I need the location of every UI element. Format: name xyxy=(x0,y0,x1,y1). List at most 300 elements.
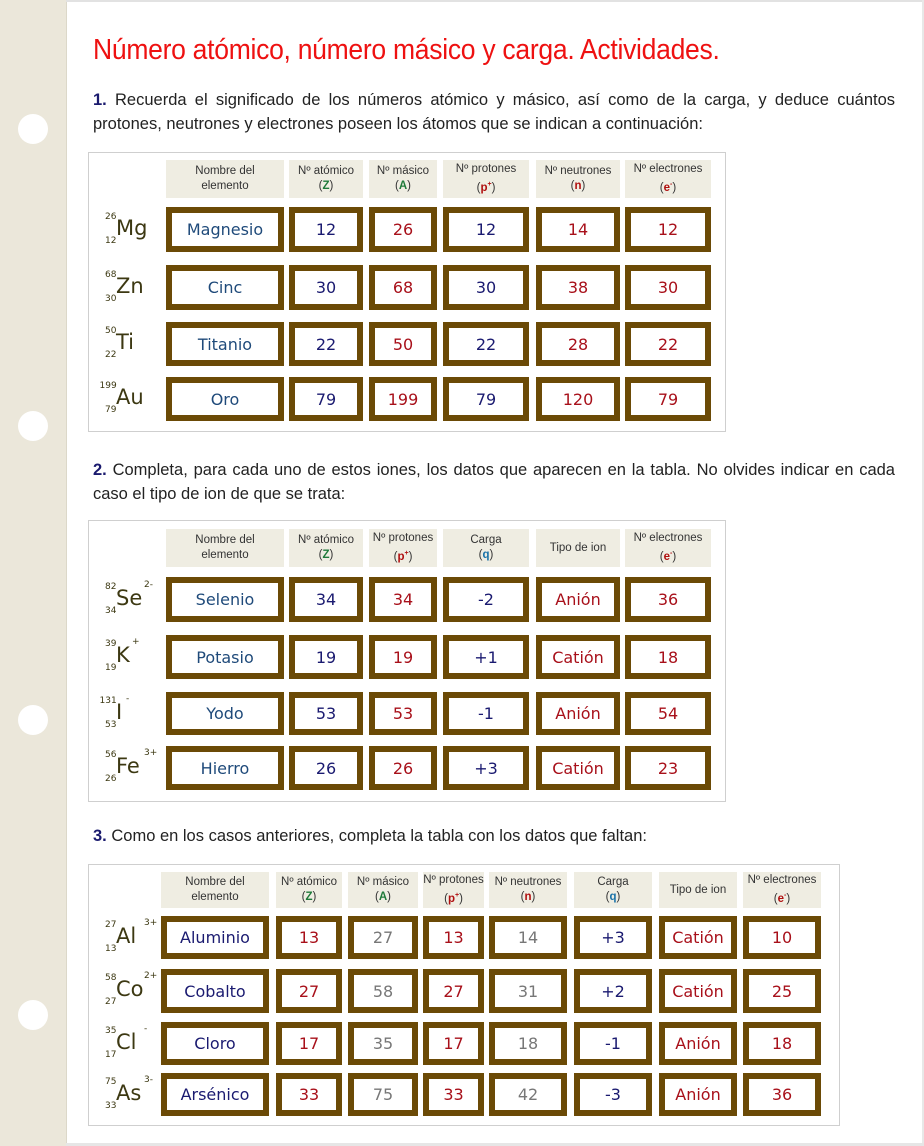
cell-element-name xyxy=(161,1022,269,1065)
cell-protons xyxy=(369,746,437,790)
column-header-electrons xyxy=(625,160,711,198)
cell-value: 34 xyxy=(315,590,337,609)
header-symbol: Z xyxy=(305,891,313,903)
cell-atomic-number xyxy=(276,1073,342,1116)
column-header-ion-type xyxy=(659,872,737,908)
cell-value: 33 xyxy=(443,1085,464,1104)
cell-value: Titanio xyxy=(197,334,253,354)
header-sublabel: (e-) xyxy=(659,550,677,563)
atomic-number-subscript: 19 xyxy=(105,663,117,673)
column-header-protons xyxy=(423,872,484,908)
atomic-number-subscript: 27 xyxy=(105,997,117,1007)
cell-value: Catión xyxy=(552,647,604,667)
header-label: Nº másico xyxy=(376,165,430,177)
cell-charge xyxy=(443,635,529,679)
cell-protons xyxy=(423,1073,484,1116)
element-symbol: Fe xyxy=(116,754,140,778)
header-label: Nº electrones xyxy=(633,532,703,545)
cell-mass-number xyxy=(348,1073,418,1116)
cell-value: Anión xyxy=(675,1085,721,1104)
cell-value: 22 xyxy=(657,334,679,354)
cell-value: 26 xyxy=(315,758,337,778)
mass-number-superscript: 56 xyxy=(105,750,117,760)
cell-protons xyxy=(423,916,484,959)
cell-atomic-number xyxy=(289,207,363,252)
column-header-electrons xyxy=(625,529,711,567)
column-header-electrons xyxy=(743,872,821,908)
activity-number: 2. xyxy=(93,461,107,479)
ion-charge-superscript: 3- xyxy=(144,1074,153,1085)
mass-number-superscript: 75 xyxy=(105,1076,117,1087)
cell-value: 17 xyxy=(298,1034,320,1053)
cell-neutrons xyxy=(536,265,620,310)
cell-value: 19 xyxy=(315,647,337,667)
cell-value: Potasio xyxy=(196,647,254,667)
cell-value: 30 xyxy=(315,278,337,297)
header-label: Nº electrones xyxy=(633,163,703,176)
mass-number-superscript: 68 xyxy=(105,269,117,280)
cell-value: 27 xyxy=(372,928,394,947)
header-label: Nº atómico xyxy=(298,534,354,546)
cell-value: +2 xyxy=(601,981,625,1001)
cell-mass-number xyxy=(348,1022,418,1065)
mass-number-superscript: 35 xyxy=(105,1025,117,1036)
element-symbol: As xyxy=(116,1080,142,1105)
cell-mass-number xyxy=(369,377,437,421)
cell-value: Catión xyxy=(672,928,724,947)
header-symbol: q xyxy=(482,549,490,561)
cell-value: 68 xyxy=(392,278,414,297)
mass-number-superscript: 26 xyxy=(105,211,117,222)
cell-protons xyxy=(423,969,484,1013)
cell-element-name xyxy=(166,265,284,310)
element-symbol: Al xyxy=(116,923,137,948)
cell-value: 36 xyxy=(771,1085,793,1104)
cell-value: 12 xyxy=(475,220,497,239)
cell-value: 28 xyxy=(567,334,589,354)
cell-value: 30 xyxy=(475,278,497,297)
cell-element-name xyxy=(166,746,284,790)
cell-value: -1 xyxy=(478,704,494,723)
isotope-notation xyxy=(96,694,166,734)
atomic-number-subscript: 17 xyxy=(105,1049,117,1060)
header-label: Tipo de ion xyxy=(669,883,727,896)
cell-value: Anión xyxy=(555,590,601,609)
column-header-atomic-number xyxy=(276,872,342,908)
cell-atomic-number xyxy=(289,265,363,310)
cell-ion-type xyxy=(536,746,620,790)
cell-mass-number xyxy=(369,322,437,366)
header-symbol: p+ xyxy=(397,550,409,563)
cell-value: 75 xyxy=(372,1085,394,1104)
header-label: Nº atómico xyxy=(281,876,337,888)
cell-value: Cloro xyxy=(194,1034,236,1053)
cell-element-name xyxy=(161,916,269,959)
binder-hole xyxy=(18,411,48,441)
cell-electrons xyxy=(743,916,821,959)
activity-text: Recuerda el significado de los números atómico y másico, así como de la carga, y deduce cuántos protones, neutrones y electrones poseen los átomos que se indican a continuación: xyxy=(93,91,896,133)
cell-value: 36 xyxy=(657,590,679,609)
cell-value: 54 xyxy=(657,704,679,723)
cell-value: 18 xyxy=(657,647,679,667)
cell-value: 34 xyxy=(392,590,414,609)
header-label: Nº electrones xyxy=(747,874,817,887)
ion-charge-superscript: - xyxy=(126,693,130,704)
cell-mass-number xyxy=(369,265,437,310)
cell-atomic-number xyxy=(289,692,363,735)
column-header-mass-number xyxy=(369,160,437,198)
atomic-number-subscript: 30 xyxy=(105,293,117,304)
cell-value: 30 xyxy=(657,278,679,297)
isotope-notation xyxy=(96,268,166,308)
cell-electrons xyxy=(625,377,711,421)
activity-1-table xyxy=(88,152,726,432)
element-symbol: Co xyxy=(116,977,144,1001)
header-symbol: A xyxy=(398,180,408,192)
cell-electrons xyxy=(625,635,711,679)
cell-value: 50 xyxy=(392,334,414,354)
cell-value: 13 xyxy=(298,928,320,947)
cell-value: Anión xyxy=(675,1034,721,1053)
header-sublabel: (p+) xyxy=(476,181,496,194)
header-sublabel: (n) xyxy=(570,180,586,192)
cell-electrons xyxy=(625,265,711,310)
cell-value: 23 xyxy=(657,758,679,778)
activity-number: 3. xyxy=(93,827,107,845)
cell-value: 18 xyxy=(771,1034,793,1053)
header-label: Nº protones xyxy=(423,874,484,887)
cell-value: 199 xyxy=(387,389,419,409)
cell-ion-type xyxy=(536,692,620,735)
column-header-ion-type xyxy=(536,529,620,567)
cell-neutrons xyxy=(536,207,620,252)
mass-number-superscript: 199 xyxy=(99,381,117,391)
cell-mass-number xyxy=(348,969,418,1013)
column-header-protons xyxy=(443,160,529,198)
ion-charge-superscript: 3+ xyxy=(144,917,158,928)
cell-value: 22 xyxy=(475,334,497,354)
cell-value: 12 xyxy=(657,220,679,239)
cell-value: Cinc xyxy=(207,278,243,297)
cell-neutrons xyxy=(489,1073,567,1116)
column-header-mass-number xyxy=(348,872,418,908)
header-label: Nº másico xyxy=(356,876,410,888)
atomic-number-subscript: 53 xyxy=(105,719,117,730)
cell-mass-number xyxy=(348,916,418,959)
cell-ion-type xyxy=(659,969,737,1013)
cell-value: 120 xyxy=(562,389,594,409)
cell-neutrons xyxy=(536,377,620,421)
header-symbol: e- xyxy=(663,550,673,563)
header-label: Carga xyxy=(597,876,629,888)
element-symbol: K xyxy=(116,643,130,667)
cell-value: 79 xyxy=(315,389,337,409)
cell-element-name xyxy=(166,377,284,421)
binder-margin xyxy=(0,0,67,1146)
cell-value: 12 xyxy=(315,220,337,239)
activity-1-instructions xyxy=(93,88,895,136)
cell-value: 26 xyxy=(392,758,414,778)
cell-neutrons xyxy=(489,969,567,1013)
cell-electrons xyxy=(743,1073,821,1116)
cell-ion-type xyxy=(536,577,620,622)
cell-element-name xyxy=(166,692,284,735)
header-symbol: Z xyxy=(322,549,330,561)
cell-value: -3 xyxy=(605,1085,621,1104)
cell-value: 33 xyxy=(298,1085,320,1104)
cell-value: 22 xyxy=(315,334,337,354)
element-symbol: Au xyxy=(116,385,144,409)
cell-mass-number xyxy=(369,207,437,252)
header-sublabel: (n) xyxy=(520,891,536,903)
column-header-charge xyxy=(443,529,529,567)
element-symbol: Zn xyxy=(116,273,144,298)
cell-atomic-number xyxy=(289,577,363,622)
cell-value: Anión xyxy=(555,704,601,723)
activity-3-instructions xyxy=(93,824,895,848)
isotope-notation xyxy=(96,748,166,788)
cell-value: 27 xyxy=(443,981,464,1001)
cell-protons xyxy=(369,577,437,622)
binder-hole xyxy=(18,114,48,144)
cell-value: -2 xyxy=(478,590,494,609)
cell-value: 38 xyxy=(567,278,589,297)
header-sublabel: (e-) xyxy=(659,181,677,194)
cell-electrons xyxy=(625,322,711,366)
column-header-atomic-number xyxy=(289,160,363,198)
cell-value: +3 xyxy=(601,928,625,947)
element-symbol: Mg xyxy=(116,215,148,240)
cell-element-name xyxy=(161,1073,269,1116)
column-header-element-name xyxy=(161,872,269,908)
cell-protons xyxy=(443,207,529,252)
header-sublabel: (Z) xyxy=(318,180,334,192)
cell-value: 25 xyxy=(771,981,793,1001)
cell-charge xyxy=(574,1022,652,1065)
cell-element-name xyxy=(166,635,284,679)
cell-ion-type xyxy=(659,1022,737,1065)
cell-protons xyxy=(443,322,529,366)
isotope-notation xyxy=(96,580,166,620)
cell-electrons xyxy=(743,1022,821,1065)
page-title: Número atómico, número másico y carga. Actividades. xyxy=(93,34,720,66)
cell-value: 14 xyxy=(567,220,589,239)
mass-number-superscript: 58 xyxy=(105,973,117,983)
cell-value: Magnesio xyxy=(186,220,264,239)
cell-value: Yodo xyxy=(206,704,244,723)
cell-value: Catión xyxy=(552,758,604,778)
header-label: Nº protones xyxy=(455,163,517,176)
isotope-notation xyxy=(96,1075,166,1115)
cell-value: Cobalto xyxy=(184,981,246,1001)
header-sublabel: elemento xyxy=(191,891,239,903)
cell-electrons xyxy=(625,207,711,252)
header-label: Nº atómico xyxy=(298,165,354,177)
ion-charge-superscript: 2- xyxy=(144,579,153,590)
cell-value: 10 xyxy=(771,928,793,947)
header-sublabel: (A) xyxy=(395,180,411,192)
cell-value: Oro xyxy=(210,389,240,409)
header-label: Nº neutrones xyxy=(544,165,612,177)
cell-electrons xyxy=(625,577,711,622)
cell-atomic-number xyxy=(276,916,342,959)
column-header-element-name xyxy=(166,529,284,567)
isotope-notation xyxy=(96,379,166,419)
header-label: Nº protones xyxy=(372,532,434,545)
header-label: Nombre del xyxy=(195,534,255,546)
isotope-notation xyxy=(96,324,166,364)
cell-ion-type xyxy=(536,635,620,679)
activity-number: 1. xyxy=(93,91,107,109)
header-label: Carga xyxy=(470,534,502,546)
cell-value: 79 xyxy=(657,389,679,409)
cell-protons xyxy=(369,635,437,679)
header-symbol: n xyxy=(524,891,532,903)
isotope-notation xyxy=(96,918,166,958)
cell-neutrons xyxy=(489,916,567,959)
cell-neutrons xyxy=(536,322,620,366)
cell-protons xyxy=(443,265,529,310)
cell-value: Arsénico xyxy=(180,1085,250,1104)
cell-atomic-number xyxy=(289,746,363,790)
cell-value: +1 xyxy=(474,647,498,667)
header-symbol: p+ xyxy=(447,892,460,905)
header-sublabel: (Z) xyxy=(301,891,317,903)
header-sublabel: (q) xyxy=(605,891,621,903)
header-symbol: n xyxy=(574,180,582,192)
cell-value: Hierro xyxy=(200,758,250,778)
activity-text: Completa, para cada uno de estos iones, los datos que aparecen en la tabla. No olvides indicar en cada caso el tipo de ion de que se trata: xyxy=(93,461,895,503)
column-header-neutrons xyxy=(489,872,567,908)
cell-value: 58 xyxy=(372,981,394,1001)
cell-element-name xyxy=(161,969,269,1013)
cell-value: Aluminio xyxy=(180,928,250,947)
cell-electrons xyxy=(625,746,711,790)
cell-value: 26 xyxy=(392,220,414,239)
cell-electrons xyxy=(625,692,711,735)
cell-element-name xyxy=(166,207,284,252)
atomic-number-subscript: 79 xyxy=(105,405,117,415)
cell-element-name xyxy=(166,577,284,622)
column-header-charge xyxy=(574,872,652,908)
isotope-notation xyxy=(96,1024,166,1064)
cell-protons xyxy=(369,692,437,735)
isotope-notation xyxy=(96,637,166,677)
mass-number-superscript: 82 xyxy=(105,581,117,592)
header-sublabel: elemento xyxy=(201,180,249,192)
activity-3-table xyxy=(88,864,840,1126)
mass-number-superscript: 131 xyxy=(99,695,117,706)
header-sublabel: (q) xyxy=(478,549,494,561)
cell-protons xyxy=(443,377,529,421)
header-symbol: e- xyxy=(663,181,673,194)
activity-2-table xyxy=(88,520,726,802)
cell-value: 79 xyxy=(475,389,497,409)
column-header-neutrons xyxy=(536,160,620,198)
isotope-notation xyxy=(96,971,166,1011)
cell-ion-type xyxy=(659,916,737,959)
header-sublabel: (p+) xyxy=(393,550,413,563)
cell-value: 18 xyxy=(517,1034,539,1053)
header-symbol: q xyxy=(609,891,617,903)
binder-hole xyxy=(18,705,48,735)
header-sublabel: (A) xyxy=(375,891,391,903)
cell-value: 35 xyxy=(372,1034,394,1053)
header-sublabel: (Z) xyxy=(318,549,334,561)
ion-charge-superscript: + xyxy=(132,637,140,647)
cell-value: +3 xyxy=(474,758,498,778)
atomic-number-subscript: 22 xyxy=(105,350,117,360)
cell-value: 53 xyxy=(315,704,337,723)
cell-atomic-number xyxy=(289,322,363,366)
cell-value: 31 xyxy=(517,981,539,1001)
header-symbol: p+ xyxy=(480,181,492,194)
header-sublabel: (p+) xyxy=(444,892,463,905)
mass-number-superscript: 39 xyxy=(105,639,117,649)
cell-atomic-number xyxy=(276,1022,342,1065)
cell-value: Catión xyxy=(672,981,724,1001)
activity-text: Como en los casos anteriores, completa la tabla con los datos que faltan: xyxy=(111,827,647,845)
ion-charge-superscript: - xyxy=(144,1023,148,1034)
header-symbol: Z xyxy=(322,180,330,192)
header-label: Nombre del xyxy=(195,165,255,177)
atomic-number-subscript: 33 xyxy=(105,1100,117,1111)
cell-neutrons xyxy=(489,1022,567,1065)
binder-hole xyxy=(18,1000,48,1030)
cell-atomic-number xyxy=(276,969,342,1013)
cell-value: Selenio xyxy=(195,590,255,609)
cell-atomic-number xyxy=(289,635,363,679)
atomic-number-subscript: 13 xyxy=(105,943,117,954)
cell-value: 27 xyxy=(298,981,320,1001)
element-symbol: Cl xyxy=(116,1029,137,1054)
atomic-number-subscript: 12 xyxy=(105,235,117,246)
header-label: Nº neutrones xyxy=(494,876,562,888)
column-header-protons xyxy=(369,529,437,567)
cell-charge xyxy=(574,969,652,1013)
atomic-number-subscript: 26 xyxy=(105,774,117,784)
cell-value: 53 xyxy=(392,704,414,723)
column-header-element-name xyxy=(166,160,284,198)
column-header-atomic-number xyxy=(289,529,363,567)
cell-value: 14 xyxy=(517,928,539,947)
cell-value: 13 xyxy=(443,928,464,947)
cell-value: 17 xyxy=(443,1034,464,1053)
atomic-number-subscript: 34 xyxy=(105,605,117,616)
header-label: Tipo de ion xyxy=(549,541,607,554)
cell-value: -1 xyxy=(605,1034,621,1053)
page-border-top xyxy=(66,0,924,2)
cell-charge xyxy=(574,1073,652,1116)
cell-electrons xyxy=(743,969,821,1013)
header-sublabel: (e-) xyxy=(773,892,791,905)
cell-charge xyxy=(574,916,652,959)
cell-protons xyxy=(423,1022,484,1065)
mass-number-superscript: 50 xyxy=(105,326,117,336)
element-symbol: Ti xyxy=(116,330,135,354)
header-symbol: e- xyxy=(777,892,787,905)
ion-charge-superscript: 2+ xyxy=(144,971,158,981)
header-label: Nombre del xyxy=(185,876,245,888)
activity-2-instructions xyxy=(93,458,895,506)
cell-atomic-number xyxy=(289,377,363,421)
header-sublabel: elemento xyxy=(201,549,249,561)
ion-charge-superscript: 3+ xyxy=(144,748,158,758)
cell-ion-type xyxy=(659,1073,737,1116)
mass-number-superscript: 27 xyxy=(105,919,117,930)
cell-charge xyxy=(443,577,529,622)
isotope-notation xyxy=(96,210,166,250)
